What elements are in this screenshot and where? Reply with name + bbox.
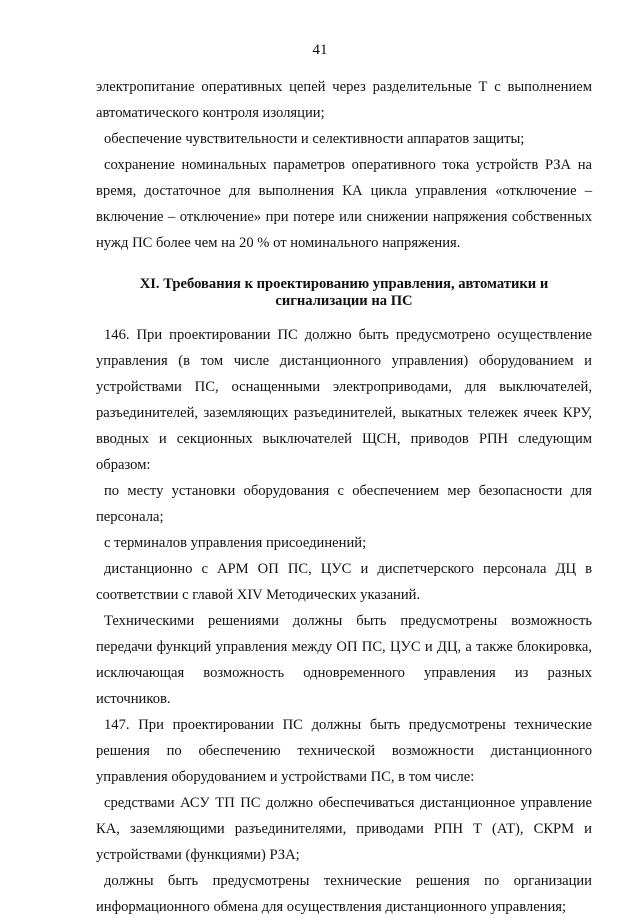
paragraph: средствами АСУ ТП ПС должно обеспечиваться дистанционное управление КА, заземляющими разъединителями, приводами РПН Т (АТ), СКРМ и устройствами (функциями) РЗА; (96, 795, 592, 863)
document-body (96, 74, 592, 920)
paragraph: электропитание оперативных цепей через разделительные Т с выполнением автоматического контроля изоляции; (96, 79, 592, 121)
paragraph: 146. При проектировании ПС должно быть предусмотрено осуществление управления (в том числе дистанционного управления) оборудованием и устройствами ПС, оснащенными электроприводами, для выключателей, разъединителей, заземляющих разъединителей, выкатных тележек ячеек КРУ, вводных и секционных выключателей ЩСН, приводов РПН следующим образом: (96, 327, 592, 473)
section-heading: XI. Требования к проектированию управления, автоматики и сигнализации на ПС (139, 276, 549, 309)
paragraph: по месту установки оборудования с обеспечением мер безопасности для персонала; (96, 483, 592, 525)
paragraph: 147. При проектировании ПС должны быть предусмотрены технические решения по обеспечению технической возможности дистанционного управления оборудованием и устройствами ПС, в том числе: (96, 717, 592, 785)
paragraph: дистанционно с АРМ ОП ПС, ЦУС и диспетчерского персонала ДЦ в соответствии с главой XIV Методических указаний. (96, 561, 592, 603)
paragraph: Техническими решениями должны быть предусмотрены возможность передачи функций управления между ОП ПС, ЦУС и ДЦ, а также блокировка, исключающая возможность одновременного управления из разных источников. (96, 613, 592, 707)
page-number: 41 (312, 42, 328, 58)
paragraph: должны быть предусмотрены технические решения по организации информационного обмена для осуществления дистанционного управления; (96, 873, 592, 915)
paragraph: сохранение номинальных параметров оперативного тока устройств РЗА на время, достаточное для выполнения КА цикла управления «отключение – включение – отключение» при потере или снижении напряжения собственных нужд ПС более чем на 20 % от номинального напряжения. (96, 157, 592, 251)
paragraph: с терминалов управления присоединений; (104, 535, 367, 551)
paragraph: обеспечение чувствительности и селективности аппаратов защиты; (104, 131, 525, 147)
